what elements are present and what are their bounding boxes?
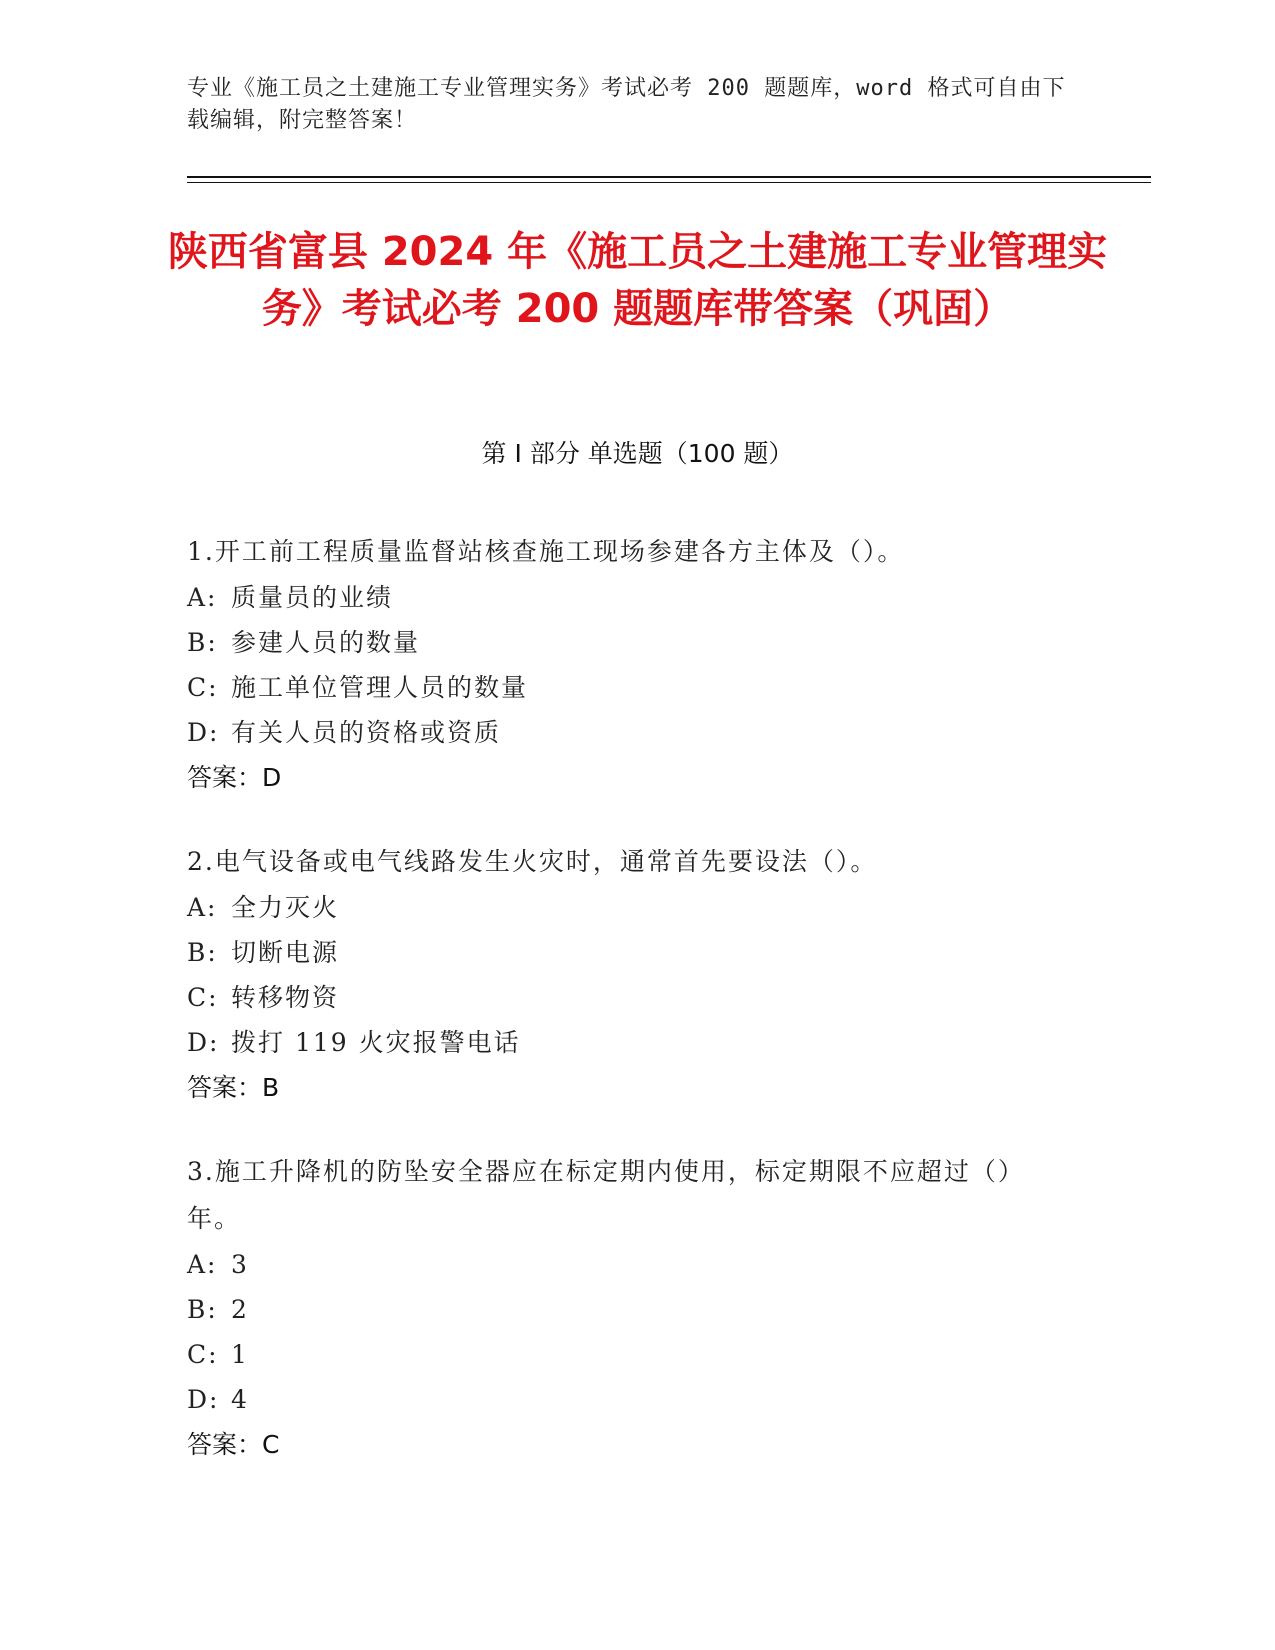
option-key: A: [187, 1250, 218, 1279]
option-text: 转移物资 [231, 983, 340, 1012]
option-key: B: [187, 1295, 218, 1324]
option-key: C: [187, 983, 219, 1012]
question-text: 3.施工升降机的防坠安全器应在标定期内使用，标定期限不应超过（）年。 [187, 1157, 1025, 1233]
option-key: B: [187, 628, 218, 657]
header-note: 专业《施工员之土建施工专业管理实务》考试必考 200 题题库，word 格式可自由下载编辑，附完整答案！ [187, 76, 1066, 133]
question-3 [187, 1148, 1067, 1467]
option-c [187, 665, 1067, 710]
option-text: 拨打 119 火灾报警电话 [231, 1028, 521, 1057]
option-text: 3 [231, 1250, 249, 1279]
question-2 [187, 838, 1067, 1110]
option-text: 4 [231, 1385, 249, 1414]
option-c [187, 1332, 1067, 1377]
option-key: A: [187, 893, 218, 922]
option-a [187, 885, 1067, 930]
question-text: 2.电气设备或电气线路发生火灾时，通常首先要设法（）。 [187, 847, 878, 876]
question-1 [187, 528, 1067, 800]
option-text: 有关人员的资格或资质 [231, 718, 502, 747]
option-text: 施工单位管理人员的数量 [231, 673, 529, 702]
header-rule-thick [187, 176, 1151, 178]
option-d [187, 710, 1067, 755]
option-key: A: [187, 583, 218, 612]
option-key: C: [187, 673, 219, 702]
option-text: 全力灭火 [231, 893, 340, 922]
option-a [187, 1242, 1067, 1287]
option-b [187, 620, 1067, 665]
answer-line: 答案：C [187, 1430, 280, 1459]
option-b [187, 930, 1067, 975]
option-key: D: [187, 1385, 220, 1414]
option-text: 质量员的业绩 [231, 583, 394, 612]
answer-line: 答案：B [187, 1073, 280, 1102]
option-key: D: [187, 718, 220, 747]
question-text: 1.开工前工程质量监督站核查施工现场参建各方主体及（）。 [187, 537, 905, 566]
option-d [187, 1377, 1067, 1422]
option-d [187, 1020, 1067, 1065]
option-key: D: [187, 1028, 220, 1057]
option-text: 切断电源 [231, 938, 340, 967]
option-text: 1 [231, 1340, 249, 1369]
document-title: 陕西省富县 2024 年《施工员之土建施工专业管理实务》考试必考 200 题题库带答案（巩固） [167, 229, 1108, 332]
option-key: C: [187, 1340, 219, 1369]
option-c [187, 975, 1067, 1020]
option-text: 参建人员的数量 [231, 628, 421, 657]
option-b [187, 1287, 1067, 1332]
section-heading: 第 I 部分 单选题（100 题） [481, 439, 794, 468]
option-text: 2 [231, 1295, 249, 1324]
header-rule-thin [187, 182, 1151, 183]
option-key: B: [187, 938, 218, 967]
option-a [187, 575, 1067, 620]
answer-line: 答案：D [187, 763, 282, 792]
question-list [187, 528, 1067, 1505]
